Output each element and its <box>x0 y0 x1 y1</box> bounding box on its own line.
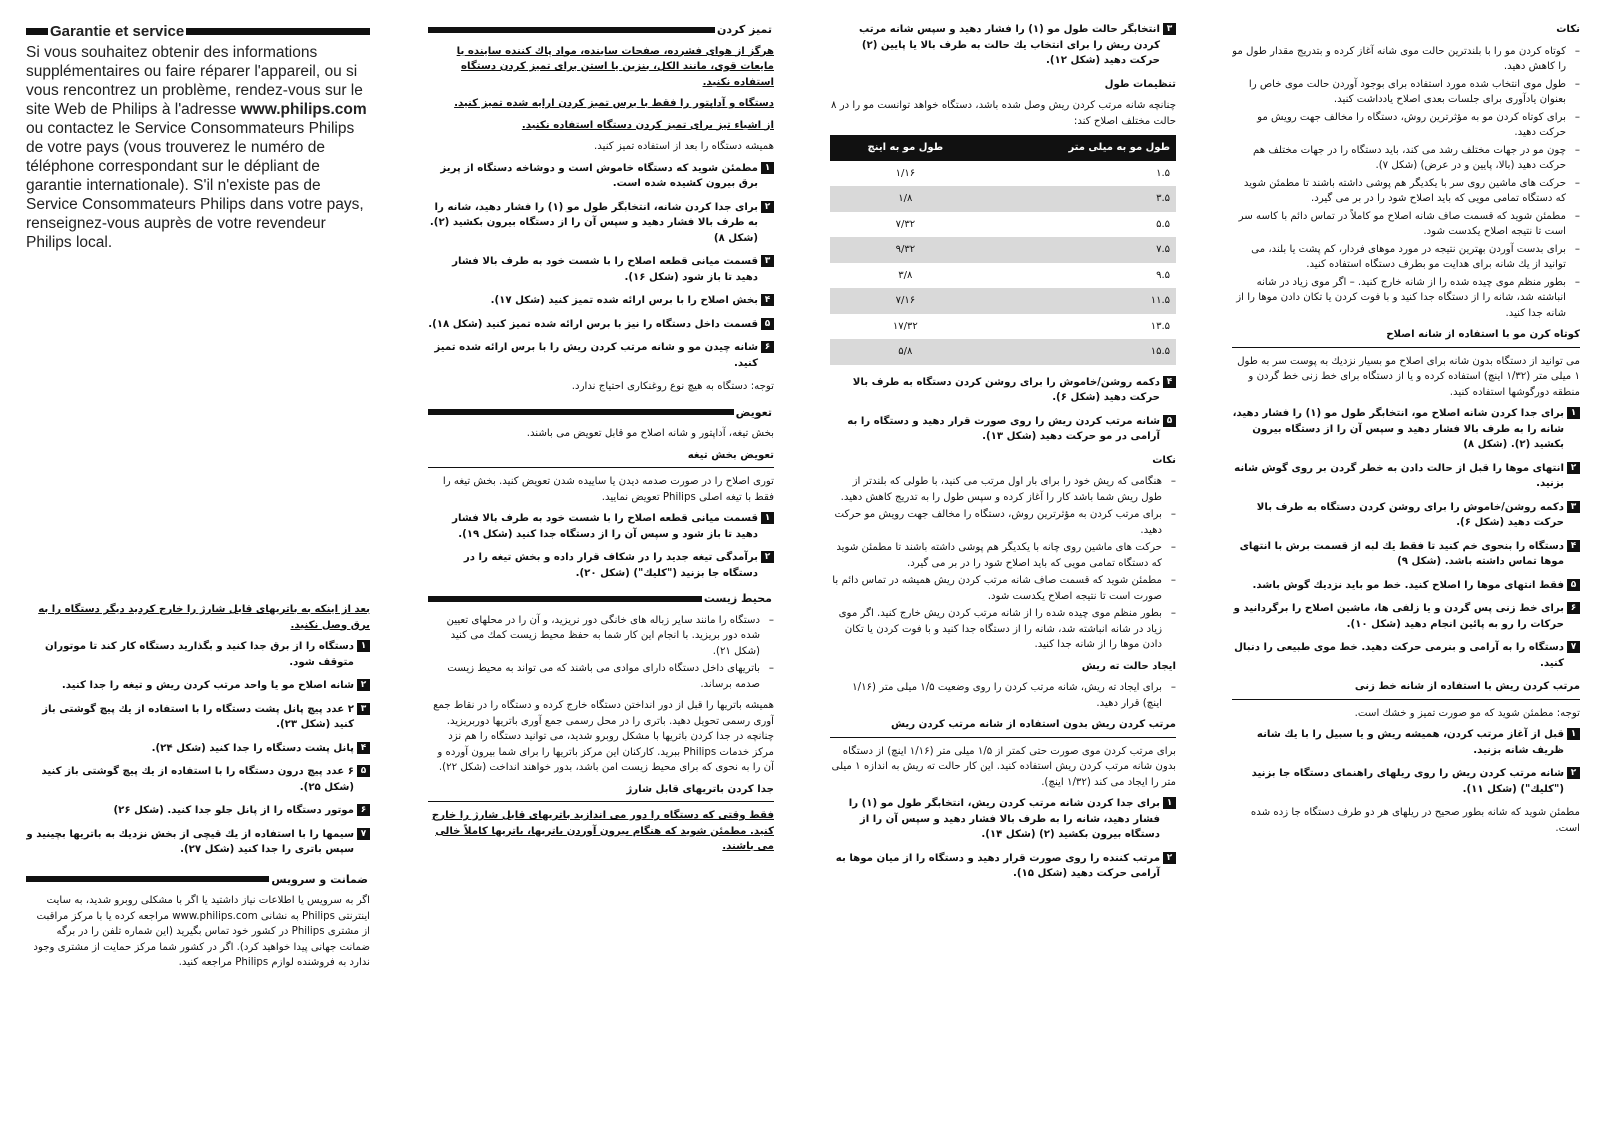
nocomb-subheading: مرتب کردن ریش بدون استفاده از شانه مرتب کردن ریش <box>830 717 1176 738</box>
step-text: فقط انتهای موها را اصلاح کنید. خط مو باید نزدیك گوش باشد. <box>1252 579 1564 591</box>
step-number: ۳ <box>357 703 370 715</box>
cleaning-note-2: از اشیاء تیز برای تمیز کردن دستگاه استفاده نکنید. <box>521 119 774 131</box>
step-text: برای خط زنی پس گردن و یا زلفی ها، ماشین اصلاح را برگردانید و حرکات را رو به پائین انجام دهید (شکل ۱۰). <box>1233 603 1564 630</box>
column-3 <box>830 22 1176 1114</box>
warranty-heading-text: ضمانت و سرویس <box>271 872 368 886</box>
step-item <box>428 550 774 581</box>
settings-body: چنانچه شانه مرتب کردن ریش وصل شده باشد، دستگاه خواهد توانست مو را در ۸ حالت مختلف اصلاح کند: <box>831 100 1176 127</box>
step-text: شانه مرتب کردن ریش را روی ریلهای راهنمای دستگاه جا بزنید ("کلیك") (شکل ۱۱). <box>1251 768 1564 795</box>
battery-steps <box>26 639 370 858</box>
step-item <box>428 200 774 247</box>
list-item: – چون مو در جهات مختلف رشد می کند، باید دستگاه را در جهات مختلف هم حرکت دهید (بالا، پایین و در عرض) (شکل ۷). <box>1232 143 1580 174</box>
step-text: دستگاه را بنحوی خم کنید تا فقط یك لبه از قسمت برش با انتهای موها تماس داشته باشد. (شکل ۹) <box>1239 540 1564 567</box>
step-text: برای جدا کردن شانه، انتخابگر طول مو (۱) را فشار دهید، شانه را به طرف بالا فشار دهید و سپس آن را از دستگاه بیرون بکشید (۲). (شکل ۸) <box>429 201 758 244</box>
list-item: – کوتاه کردن مو را با بلندترین حالت موی شانه آغاز کرده و بتدریج مقدار طول مو را کاهش دهید. <box>1232 44 1580 75</box>
step-item <box>1232 578 1580 594</box>
table-row <box>830 161 1176 187</box>
step-text: شانه مرتب کردن ریش را روی صورت قرار دهید و دستگاه را به آرامی در مو حرکت دهید (شکل ۱۳). <box>847 415 1160 442</box>
table-cell: ۱/۱۶ <box>895 167 916 179</box>
table-row <box>830 237 1176 263</box>
heading-bar <box>428 27 715 33</box>
french-body-1: Si vous souhaitez obtenir des informations supplémentaires ou faire réparer l'appareil, ou si vous rencontrez un problème, rendez-vous sur le site Web de Philips à l'adresse <box>26 44 363 118</box>
beard-subheading: مرتب کردن ریش با استفاده از شانه خط زنی <box>1232 679 1580 700</box>
environment-list <box>428 613 774 693</box>
column-1 <box>26 22 370 1114</box>
step-number: ۴ <box>761 294 774 306</box>
table-cell: ۵/۸ <box>830 339 981 365</box>
heading-bar <box>428 596 702 602</box>
replace-blade-body: توری اصلاح را در صورت صدمه دیدن یا ساییده شدن تعویض کنید. بخش تیغه را فقط با تیغه اصلی Philips تعویض نمایید. <box>442 476 774 503</box>
step-number: ۵ <box>357 765 370 777</box>
step-item <box>830 796 1176 843</box>
step-text: انتخابگر حالت طول مو (۱) را فشار دهید و سپس شانه مرتب کردن ریش را برای انتخاب یك حالت به طرف بالا یا پایین (۲) حرکت دهید (شکل ۱۲). <box>858 24 1160 66</box>
step-text: بخش اصلاح را با برس ارائه شده تمیز کنید (شکل ۱۷). <box>490 295 758 306</box>
step-number: ۵ <box>761 318 774 330</box>
replace-steps <box>428 511 774 581</box>
cleaning-always: همیشه دستگاه را بعد از استفاده تمیز کنید. <box>594 141 774 152</box>
replace-body: بخش تیغه، آداپتور و شانه اصلاح مو قابل تعویض می باشند. <box>526 428 774 439</box>
step-number: ۷ <box>1567 641 1580 653</box>
step-text: قسمت میانی قطعه اصلاح را با شست خود به طرف بالا فشار دهید تا باز شود (شکل ۱۶). <box>452 256 758 283</box>
step-text: برای جدا کردن شانه اصلاح مو، انتخابگر طول مو (۱) را فشار دهید، شانه را به طرف بالا فشار دهید و سپس آن را از دستگاه بیرون بکشید (۲). (شکل ۸) <box>1232 408 1564 450</box>
step-text: شانه اصلاح مو یا واحد مرتب کردن ریش و تیغه را جدا کنید. <box>61 680 354 691</box>
battery-removal-section <box>26 602 370 971</box>
tips-heading: نکات <box>1556 24 1580 35</box>
beard-tail: مطمئن شوید که شانه بطور صحیح در ریلهای هر دو طرف دستگاه جا زده شده است. <box>1250 807 1580 834</box>
list-item: – برای کوتاه کردن مو به مؤثرترین روش، دستگاه را مخالف جهت رویش مو حرکت دهید. <box>1232 110 1580 141</box>
table-cell: ۳.۵ <box>981 186 1176 212</box>
table-row <box>830 186 1176 212</box>
step-text: موتور دستگاه را از پانل جلو جدا کنید. (شکل ۲۶) <box>113 805 354 816</box>
step-text: ۶ عدد پیچ درون دستگاه را با استفاده از یك پیچ گوشتی باز کنید (شکل ۲۵). <box>41 766 354 793</box>
list-item: – حرکت های ماشین روی سر با یکدیگر هم پوشی داشته باشند تا مطمئن شوید که دستگاه تمامی مویی که باید اصلاح شود را در بر می گیرد. <box>1232 176 1580 207</box>
step-number: ۶ <box>1567 602 1580 614</box>
oil-note: توجه: دستگاه به هیچ نوع روغنکاری احتیاج ندارد. <box>571 381 774 392</box>
step-number: ۱ <box>1567 728 1580 740</box>
step-text: پانل پشت دستگاه را جدا کنید (شکل ۲۴). <box>151 742 354 754</box>
step-number: ۶ <box>357 804 370 816</box>
table-cell: ۱۳.۵ <box>1150 320 1170 332</box>
list-item: – دستگاه را مانند سایر زباله های خانگی دور نریزید، و آن را در محلهای تعیین شده دور بریزید. با انجام این کار شما به حفظ محیط زیست کمك می کنید (شکل ۲۱). <box>428 613 774 660</box>
warranty-heading <box>26 872 370 888</box>
step-item <box>428 254 774 285</box>
step-number: ۲ <box>1567 462 1580 474</box>
step-item <box>1232 461 1580 492</box>
nocomb-steps <box>830 796 1176 882</box>
list-item: – طول موی انتخاب شده مورد استفاده برای بوجود آوردن حالت موی خاص را بعنوان یادآوری برای جلسات بعدی اصلاح یادداشت کنید. <box>1232 77 1580 108</box>
step-text: دکمه روشن/خاموش را برای روشن کردن دستگاه به طرف بالا حرکت دهید (شکل ۶). <box>1256 501 1564 528</box>
list-item: – بطور منظم موی چیده شده را از شانه مرتب کردن ریش خارج کنید. اگر موی زیاد در شانه انباشته شد، شانه را از دستگاه جدا کنید و با فوت کردن یا تکان دادن موها را از شانه جدا کنید. <box>830 606 1176 653</box>
step-text: ۲ عدد پیچ پانل پشت دستگاه را با استفاده از یك پیچ گوشتی باز کنید (شکل ۲۳). <box>42 703 354 730</box>
replace-heading-text: تعویض <box>735 405 772 419</box>
step-item <box>26 702 370 733</box>
step-item <box>1232 640 1580 671</box>
step-item <box>428 161 774 192</box>
heading-bar <box>26 28 48 35</box>
step-text: برای جدا کردن شانه مرتب کردن ریش، انتخابگر طول مو (۱) را فشار دهید، شانه را به طرف بالا فشار دهید و سپس آن را از دستگاه بیرون بکشید (۲) (شکل ۱۴). <box>848 798 1160 840</box>
step-number: ۲ <box>357 679 370 691</box>
step-item <box>1232 601 1580 632</box>
step-item <box>428 317 774 333</box>
step-number: ۷ <box>357 828 370 840</box>
step-number: ۱ <box>1163 797 1176 809</box>
column-2 <box>428 22 774 1114</box>
step-number: ۴ <box>357 742 370 754</box>
table-cell: ۱۵.۵ <box>981 339 1176 365</box>
french-body-2: ou contactez le Service Consommateurs Philips de votre pays (vous trouverez le numéro de téléphone correspondant sur le dépliant de garantie internationale). S'il n'existe pas de Service Consommateurs Philips dans votre pays, renseignez-vous auprès de votre revendeur Philips local. <box>26 120 364 251</box>
table-cell: ۱۱.۵ <box>981 288 1176 314</box>
step-item <box>26 764 370 795</box>
step-item <box>26 827 370 858</box>
table-header: طول مو به اینچ <box>830 135 981 161</box>
step-number: ۵ <box>1163 415 1176 427</box>
stubble-list <box>830 680 1176 711</box>
list-item: – حرکت های ماشین روی چانه با یکدیگر هم پوشی داشته باشند تا مطمئن شوید که دستگاه تمامی مویی که باید اصلاح شود را در بر می گیرد. <box>830 540 1176 571</box>
battery-warning: فقط وقتی که دستگاه را دور می اندازید باتریهای قابل شارژ را خارج کنید. مطمئن شوید که هنگام بیرون آوردن باتریها، باتریها کاملاً خالی می باشند. <box>431 810 774 852</box>
step-text: قسمت میانی قطعه اصلاح را با شست خود به طرف بالا فشار دهید تا باز شود و سپس آن را از دستگاه جدا کنید (شکل ۱۹). <box>452 513 758 540</box>
table-cell: ۹.۵ <box>1156 269 1170 281</box>
step-text: برآمدگی تیغه جدید را در شکاف قرار داده و بخش تیغه را در دستگاه جا بزنید ("کلیك") (شکل ۲۰). <box>463 552 758 579</box>
step-text: قسمت داخل دستگاه را نیز با برس ارائه شده تمیز کنید (شکل ۱۸). <box>428 318 758 330</box>
list-item: – مطمئن شوید که قسمت صاف شانه اصلاح مو کاملاً در تماس دائم با کاسه سر است تا نتیجه اصلاح یکدست شود. <box>1232 209 1580 240</box>
step-item <box>428 293 774 309</box>
step-number: ۴ <box>1567 540 1580 552</box>
nocomb-body: می توانید از دستگاه بدون شانه برای اصلاح مو بسیار نزدیك به پوست سر به طول ۱ میلی متر (۱/۳۲ اینچ) استفاده کرده و یا از دستگاه برای خط زنی خط گردن و منطقه دورگوشها استفاده کنید. <box>1237 355 1580 398</box>
step-number: ۶ <box>761 341 774 353</box>
environment-heading-text: محیط زیست <box>703 592 772 605</box>
heading-bar <box>26 876 269 882</box>
french-section <box>26 22 370 252</box>
step-item <box>830 375 1176 406</box>
step-number: ۳ <box>1163 23 1176 35</box>
cleaning-steps <box>428 161 774 372</box>
nocomb-body: برای مرتب کردن موی صورت حتی کمتر از ۱/۵ میلی متر (۱/۱۶ اینچ) از دستگاه بدون شانه مرتب کردن ریش استفاده کنید. این کار حالت ته ریش به اندازه ۱ میلی متر را ایجاد می کند (۱/۳۲ اینچ). <box>831 745 1176 788</box>
french-heading-text: Garantie et service <box>50 23 185 40</box>
warranty-body: اگر به سرویس یا اطلاعات نیاز داشتید یا اگر با مشکلی روبرو شدید، به سایت اینترنتی Philips به نشانی www.philips.com مراجعه کرده یا با مرکز مراقبت از مشتری Philips در کشور خود تماس بگیرید (این شماره تلفن را در برگه ضمانت جهانی پیدا خواهید کرد). اگر در کشور شما مرکز حمایت از مشتری وجود ندارد به فروشنده لوازم Philips مراجعه کنید. <box>33 895 370 968</box>
step-number: ۲ <box>761 551 774 563</box>
step-item <box>1232 539 1580 570</box>
heading-bar <box>186 28 370 35</box>
tips-list <box>830 474 1176 653</box>
table-cell: ۳/۸ <box>898 269 913 281</box>
settings-heading: تنظیمات طول <box>1104 78 1176 90</box>
step-item <box>830 414 1176 445</box>
step-item <box>26 803 370 819</box>
step-item <box>26 741 370 757</box>
table-cell: ۷.۵ <box>981 237 1176 263</box>
beard-note: توجه: مطمئن شوید که مو صورت تمیز و خشك است. <box>1354 707 1580 719</box>
step-text: مطمئن شوید که دستگاه خاموش است و دوشاخه دستگاه از پریز برق بیرون کشیده شده است. <box>440 162 758 189</box>
philips-url[interactable]: www.philips.com <box>240 101 367 118</box>
heading-bar <box>428 409 734 415</box>
step-number: ۵ <box>1567 579 1580 591</box>
list-item: – برای مرتب کردن به مؤثرترین روش، دستگاه را مخالف جهت رویش مو حرکت دهید. <box>830 507 1176 538</box>
nocomb-steps <box>1232 406 1580 671</box>
column-4 <box>1232 22 1580 1114</box>
battery-subheading: جدا کردن باتریهای قابل شارژ <box>428 782 774 803</box>
replace-heading <box>428 405 774 421</box>
table-cell: ۱/۸ <box>830 186 981 212</box>
environment-body: همیشه باتریها را قبل از دور انداختن دستگاه خارج کرده و دستگاه را در نقاط جمع آوری رسمی تحویل دهید. باتری را در محل رسمی جمع آوری باتریها دوربریزید. چنانچه در جدا کردن باتریها با مشکل روبرو شدید، می توانید دستگاه را هم نزد مرکز خدمات Philips ببرید. کارکنان این مرکز باتریها را برای شما بیرون آورده و آن را به نحوی که برای محیط زیست امن باشد، بدور خواهند انداخت (شکل ۲۲). <box>433 700 774 773</box>
length-table <box>830 135 1176 365</box>
french-body <box>26 43 370 252</box>
table-cell: ۵.۵ <box>1156 218 1170 230</box>
step-number: ۲ <box>1163 852 1176 864</box>
step-item <box>428 340 774 371</box>
replace-blade-subheading: تعویض بخش تیغه <box>428 448 774 469</box>
list-item: – بطور منظم موی چیده شده را از شانه خارج کنید. – اگر موی زیاد در شانه انباشته شد، شانه را از دستگاه جدا کنید و با فوت کردن یا تکان دادن موها را از شانه جدا کنید. <box>1232 275 1580 322</box>
step-text: شانه چیدن مو و شانه مرتب کردن ریش را با برس ارائه شده تمیز کنید. <box>434 342 758 369</box>
step-number: ۱ <box>1567 407 1580 419</box>
cleaning-warning: هرگز از هوای فشرده، صفحات ساینده، مواد پاك کننده ساینده یا مایعات قوی، مانند الکل، بنزین یا استن برای تمیز کردن دستگاه استفاده نکنید. <box>456 45 774 88</box>
list-item: – باتریهای داخل دستگاه دارای موادی می باشند که می تواند به محیط زیست صدمه برساند. <box>428 661 774 692</box>
table-cell: ۹/۳۲ <box>830 237 981 263</box>
table-cell: ۱۷/۳۲ <box>892 320 918 332</box>
step-item <box>830 851 1176 882</box>
step-item <box>26 639 370 670</box>
step-number: ۳ <box>761 255 774 267</box>
step-item <box>830 22 1176 69</box>
table-row <box>830 288 1176 314</box>
french-heading <box>26 22 370 41</box>
step-item <box>1232 406 1580 453</box>
table-cell: ۷/۳۲ <box>895 218 916 230</box>
step-number: ۱ <box>761 162 774 174</box>
table-cell: ۱.۵ <box>1156 167 1170 179</box>
step-number: ۱ <box>761 512 774 524</box>
trim-steps <box>830 375 1176 445</box>
table-row <box>830 212 1176 238</box>
step-item <box>26 678 370 694</box>
step-number: ۲ <box>761 201 774 213</box>
step-text: مرتب کننده را روی صورت قرار دهید و دستگاه را از میان موها به آرامی حرکت دهید (شکل ۱۵). <box>835 852 1160 879</box>
table-header-row <box>830 135 1176 161</box>
step-item <box>1232 727 1580 758</box>
stubble-heading: ایجاد حالت ته ریش <box>1081 660 1176 672</box>
tips-list <box>1232 44 1580 322</box>
environment-heading <box>428 591 774 607</box>
battery-intro: بعد از اینکه به باتریهای قابل شارژ را خارج کردید دیگر دستگاه را به برق وصل نکنید. <box>38 604 370 631</box>
cleaning-note-1: دستگاه و آداپتور را فقط با برس تمیز کردن ارایه شده تمیز کنید. <box>454 98 774 109</box>
step-item <box>1232 500 1580 531</box>
step-item <box>428 511 774 542</box>
table-row <box>830 339 1176 365</box>
step-item <box>1232 766 1580 797</box>
table-row <box>830 314 1176 340</box>
step-text: دکمه روشن/خاموش را برای روشن کردن دستگاه به طرف بالا حرکت دهید (شکل ۶). <box>852 376 1160 403</box>
beard-steps <box>1232 727 1580 797</box>
list-item: – هنگامی که ریش خود را برای بار اول مرتب می کنید، با طولی که بلندتر از طول ریش شما باشد کار را آغاز کرده و سپس طول را به تدریج کاهش دهید. <box>830 474 1176 505</box>
list-item: – برای ایجاد ته ریش، شانه مرتب کردن را روی وضعیت ۱/۵ میلی متر (۱/۱۶ اینچ) قرار دهید. <box>830 680 1176 711</box>
step-text: انتهای موها را قبل از حالت دادن به خطر گردن بر روی گوش شانه بزنید. <box>1234 462 1564 489</box>
step-text: قبل از آغاز مرتب کردن، همیشه ریش و یا سبیل را با یك شانه ظریف شانه بزنید. <box>1256 729 1564 756</box>
table-header: طول مو به میلی متر <box>981 135 1176 161</box>
nocomb-subheading: کوتاه کرن مو با استفاده از شانه اصلاح <box>1232 327 1580 348</box>
step-text: سیمها را با استفاده از یك قیچی از بخش نزدیك به باتریها بچینید و سپس باتری را جدا کنید (شکل ۲۷). <box>26 828 354 855</box>
cleaning-heading <box>428 22 774 38</box>
step-number: ۳ <box>1567 501 1580 513</box>
step-number: ۴ <box>1163 376 1176 388</box>
step-text: دستگاه را به آرامی و بنرمی حرکت دهید. خط موی طبیعی را دنبال کنید. <box>1234 642 1564 669</box>
tips-heading: نکات <box>1152 454 1176 466</box>
list-item: – مطمئن شوید که قسمت صاف شانه مرتب کردن ریش همیشه در تماس دائم با صورت است تا نتیجه اصلاح یکدست شود. <box>830 573 1176 604</box>
step-number: ۲ <box>1567 767 1580 779</box>
step-text: دستگاه را از برق جدا کنید و بگذارید دستگاه کار کند تا موتوران متوقف شود. <box>45 641 354 668</box>
table-row <box>830 263 1176 289</box>
list-item: – برای بدست آوردن بهترین نتیجه در مورد موهای فردار، کم پشت یا بلند، می توانید از یك شانه برای هدایت مو بطرف دستگاه استفاده کنید. <box>1232 242 1580 273</box>
table-cell: ۷/۱۶ <box>830 288 981 314</box>
cleaning-heading-text: تمیز کردن <box>717 23 772 36</box>
step-number: ۱ <box>357 640 370 652</box>
